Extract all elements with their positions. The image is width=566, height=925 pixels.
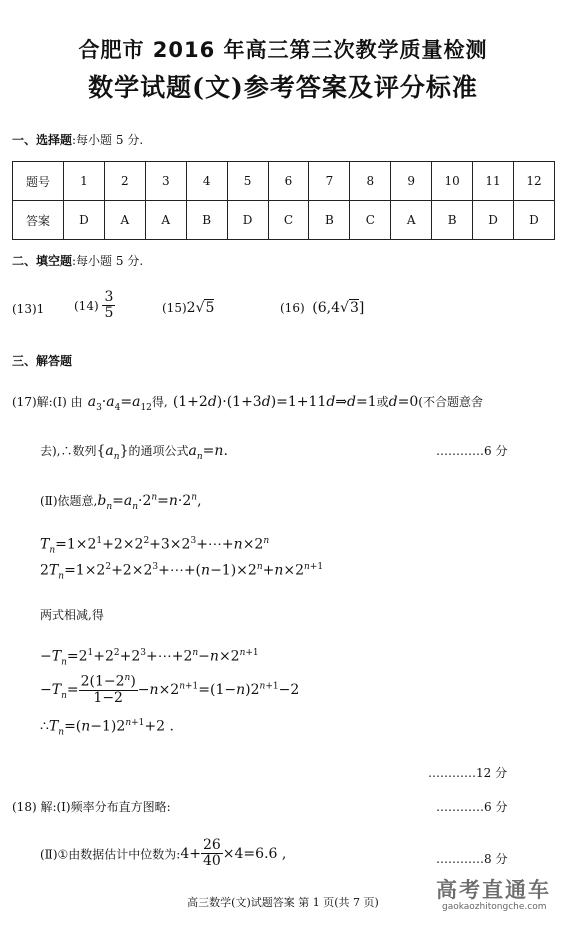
q17-eq-tn: $T_n=1\times 2^1+2\times 2^2+3\times 2^3+\cdots+n\times 2^n$ [40, 536, 270, 556]
watermark-title: 高考直通车 [436, 878, 551, 902]
answer-cell: D [64, 201, 105, 240]
question-number-cell: 6 [268, 162, 309, 201]
answer-cell: B [309, 201, 350, 240]
answer-table [12, 161, 555, 240]
page-title-line1: 合肥市 2016 年高三第三次教学质量检测 [78, 38, 488, 62]
q17-part2-intro: (Ⅱ)依题意, [40, 494, 98, 508]
question-number-cell: 3 [145, 162, 186, 201]
q18-part2-text: (Ⅱ)①由数据估计中位数为: [40, 847, 181, 862]
q18-label: (18) 解:(Ⅰ)频率分布直方图略: [12, 800, 171, 814]
q17-line2-b: 的通项公式 [128, 444, 189, 458]
q18-frac-den: 40 [202, 853, 221, 870]
fill-q15-label: (15) [162, 301, 187, 315]
q18-part2: (Ⅱ)①由数据估计中位数为:4+ $\frac{26}{40}$ ×4=6.6 , [40, 837, 287, 870]
q18-frac-num: 26 [202, 837, 221, 853]
fill-q15-coef: 2 [186, 300, 196, 316]
q17-eq-neg-tn: $-T_n=2^1+2^2+2^3+\cdots+2^n-n\times 2^{n+1}$ [40, 648, 259, 668]
answer-cell: C [268, 201, 309, 240]
answer-cell: D [227, 201, 268, 240]
fill-q15: (15)2√5 [162, 300, 215, 316]
section1-title: 一、选择题 [12, 133, 73, 147]
q17-subtract: 两式相减,得 [40, 608, 104, 622]
q17-label: (17)解:(Ⅰ) 由 [12, 395, 83, 409]
section2-heading [12, 252, 143, 269]
q17-eq-2tn: $2T_n=1\times 2^2+2\times 2^3+\cdots+(n-1)\times 2^n+n\times 2^{n+1}$ [40, 562, 324, 582]
question-number-cell: 12 [513, 162, 554, 201]
answer-cell: A [104, 201, 145, 240]
table-row [13, 162, 555, 201]
fill-q15-radicand: 5 [205, 300, 215, 316]
fill-q14 [74, 290, 115, 322]
fill-q14-numerator: 3 [104, 289, 114, 305]
watermark-logo [436, 874, 562, 920]
fill-q16-post: ] [358, 300, 365, 316]
question-number-cell: 8 [350, 162, 391, 201]
q17-score2: …………12 分 [428, 766, 508, 780]
q18-fraction [201, 838, 223, 870]
fill-q14-denominator: 5 [104, 305, 114, 322]
fill-q16-radicand: 3 [349, 300, 359, 316]
page-title-line2: 数学试题(文)参考答案及评分标准 [88, 73, 478, 102]
page-footer: 高三数学(文)试题答案 第 1 页(共 7 页) [187, 896, 379, 909]
question-number-cell: 7 [309, 162, 350, 201]
q17-part2: (Ⅱ)依题意$,b_n=a_n\cdot 2^n=n\cdot 2^n$, [40, 492, 202, 512]
table-row [13, 201, 555, 240]
answer-cell: A [145, 201, 186, 240]
question-number-cell: 5 [227, 162, 268, 201]
fill-q16-label: (16) [280, 301, 305, 315]
q17-line1: (17)解:(Ⅰ) 由 $a_3\cdot a_4=a_{12}$得, (1+2d)·(1+3d)=1+11d⇒d=1或d=0(不合题意舍 [12, 394, 483, 413]
question-number-cell: 11 [473, 162, 514, 201]
answer-cell: B [432, 201, 473, 240]
q17-score1: …………6 分 [436, 444, 508, 458]
q17-tail: (不合题意舍 [418, 395, 483, 409]
fill-q16-pre: (6,4 [312, 300, 341, 316]
watermark-url: gaokaozhitongche.com [442, 902, 547, 912]
q17-eq-result: $\therefore T_n=(n-1)2^{n+1}+2$ . [40, 718, 174, 738]
fill-q14-fraction [102, 290, 115, 322]
fill-q13: (13)1 [12, 302, 45, 316]
section1-note: :每小题 5 分. [72, 133, 144, 147]
row-label-number: 题号 [13, 162, 64, 201]
question-number-cell: 9 [391, 162, 432, 201]
section3-heading [12, 352, 72, 369]
answer-cell: C [350, 201, 391, 240]
question-number-cell: 1 [64, 162, 105, 201]
fill-q14-label: (14) [74, 298, 99, 313]
q18-score1: …………6 分 [436, 800, 508, 814]
answer-cell: D [513, 201, 554, 240]
q18-score2: …………8 分 [436, 852, 508, 866]
section2-title: 二、填空题 [12, 254, 73, 268]
question-number-cell: 2 [104, 162, 145, 201]
question-number-cell: 10 [432, 162, 473, 201]
section2-note: :每小题 5 分. [72, 254, 144, 268]
q17-line2-a: 去),∴数列 [40, 444, 97, 458]
answer-cell: D [473, 201, 514, 240]
q17-line2: 去),∴数列$\{a_n\}$的通项公式$a_n=n$. [40, 443, 228, 462]
section3-title: 三、解答题 [12, 354, 73, 368]
answer-cell: B [186, 201, 227, 240]
q17-eq-neg-tn2: $-T_n=$ $\frac{2(1-2^n)}{1-2}$ $-n\times 2^{n+1}=(1-n)2^{n+1}-2$ [40, 673, 300, 707]
row-label-answer: 答案 [13, 201, 64, 240]
fill-q16: (16) (6,4√3] [280, 300, 365, 316]
section1-heading [12, 131, 143, 148]
question-number-cell: 4 [186, 162, 227, 201]
answer-cell: A [391, 201, 432, 240]
